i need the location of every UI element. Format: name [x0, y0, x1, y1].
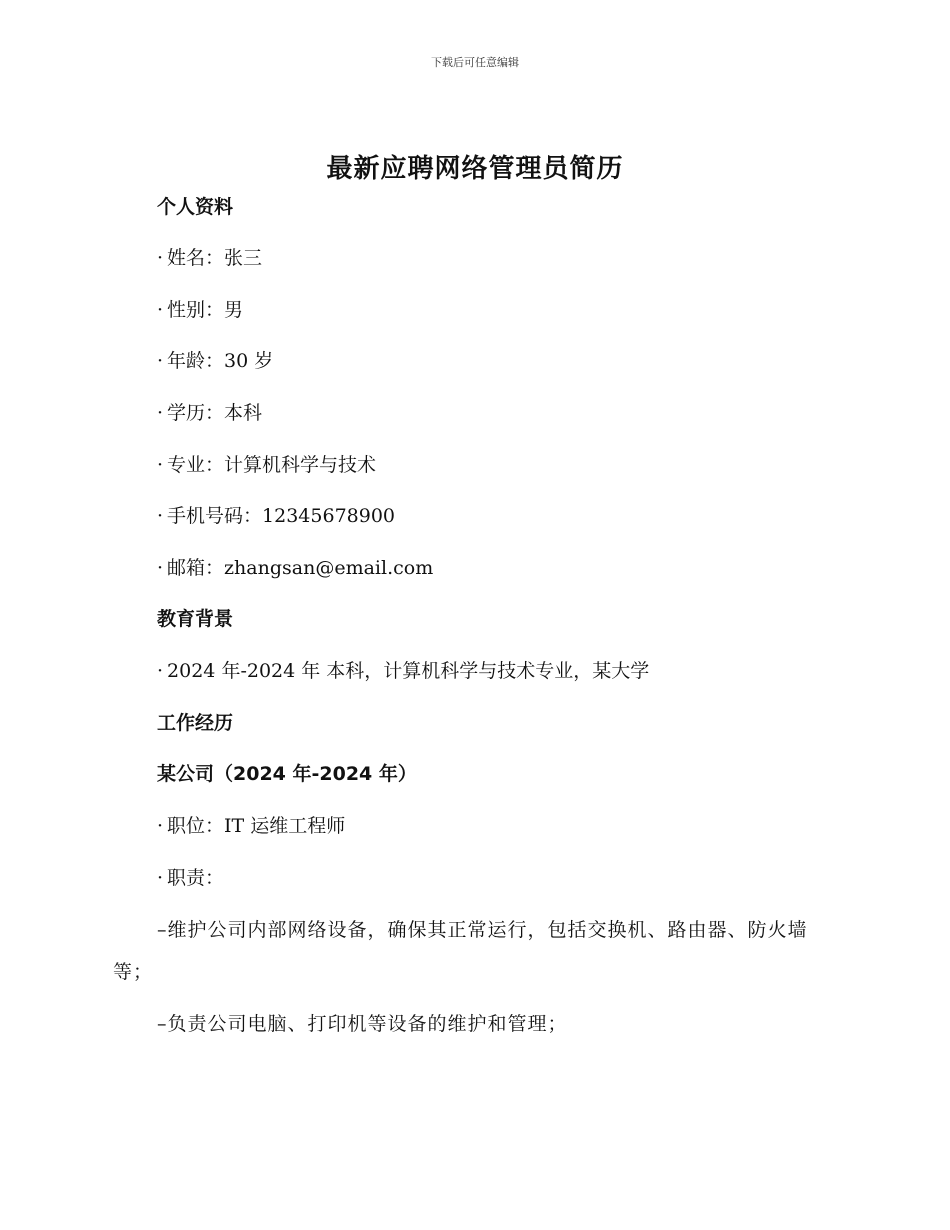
- info-gender: [157, 298, 243, 322]
- info-gender-text: 性别：男: [167, 299, 244, 321]
- page-title: 最新应聘网络管理员简历: [326, 154, 624, 184]
- info-major: [157, 453, 376, 477]
- section-heading-work: 工作经历: [157, 712, 234, 734]
- work-company: 某公司（2024 年-2024 年）: [157, 763, 417, 785]
- work-position-text: 职位：IT 运维工程师: [167, 815, 346, 837]
- education-item: [157, 659, 649, 683]
- info-major-text: 专业：计算机科学与技术: [167, 454, 377, 476]
- work-duties-label: [157, 866, 224, 890]
- info-email-text: 邮箱：zhangsan@email.com: [167, 557, 434, 579]
- header-note: 下载后可任意编辑: [431, 56, 519, 69]
- info-age: [157, 349, 273, 373]
- work-duty-2: –负责公司电脑、打印机等设备的维护和管理；: [157, 1013, 568, 1035]
- section-heading-education: 教育背景: [157, 608, 234, 630]
- work-duties-label-text: 职责：: [167, 867, 225, 889]
- education-item-text: 2024 年-2024 年 本科，计算机科学与技术专业，某大学: [167, 660, 650, 682]
- info-email: [157, 556, 433, 580]
- section-heading-personal: 个人资料: [157, 196, 234, 218]
- info-name-text: 姓名：张三: [167, 247, 263, 269]
- info-education-text: 学历：本科: [167, 402, 263, 424]
- work-position: [157, 814, 345, 838]
- info-education: [157, 401, 262, 425]
- info-name: [157, 246, 262, 270]
- info-phone: [157, 504, 395, 528]
- work-duty-1: –维护公司内部网络设备，确保其正常运行，包括交换机、路由器、防火墙等；: [113, 919, 808, 983]
- info-phone-text: 手机号码：12345678900: [167, 505, 396, 527]
- info-age-text: 年龄：30 岁: [167, 350, 274, 372]
